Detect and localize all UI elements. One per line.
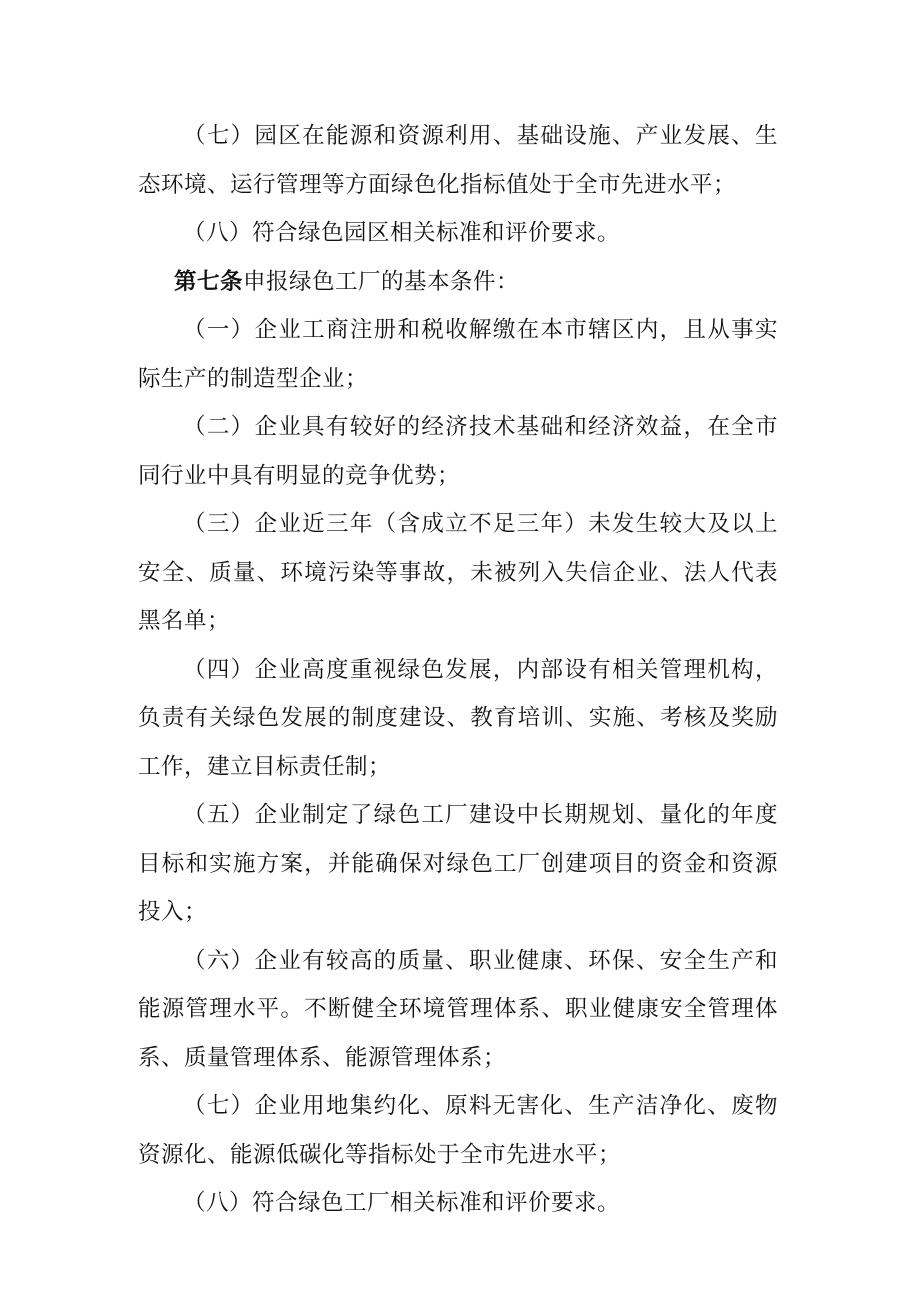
paragraph-park-item-7: （七）园区在能源和资源利用、基础设施、产业发展、生态环境、运行管理等方面绿色化指标值处于全市先进水平；	[138, 123, 778, 198]
paragraph-park-item-8: （八）符合绿色园区相关标准和评价要求。	[183, 220, 621, 246]
paragraph-factory-item-2: （二）企业具有较好的经济技术基础和经济效益，在全市同行业中具有明显的竞争优势；	[138, 414, 778, 489]
paragraph-factory-item-8: （八）符合绿色工厂相关标准和评价要求。	[183, 1190, 621, 1216]
paragraph-factory-item-6: （六）企业有较高的质量、职业健康、环保、安全生产和能源管理水平。不断健全环境管理体系、职业健康安全管理体系、质量管理体系、能源管理体系；	[138, 947, 778, 1071]
paragraph-article-7	[138, 258, 778, 307]
article-text: 申报绿色工厂的基本条件：	[243, 268, 520, 295]
document-body	[138, 112, 778, 1228]
paragraph-factory-item-3: （三）企业近三年（含成立不足三年）未发生较大及以上安全、质量、环境污染等事故，未被列入失信企业、法人代表黑名单；	[138, 511, 778, 634]
paragraph-factory-item-1: （一）企业工商注册和税收解缴在本市辖区内，且从事实际生产的制造型企业；	[138, 317, 778, 392]
paragraph-factory-item-7: （七）企业用地集约化、原料无害化、生产洁净化、废物资源化、能源低碳化等指标处于全市先进水平；	[138, 1093, 778, 1168]
article-heading: 第七条	[174, 268, 244, 295]
paragraph-factory-item-4: （四）企业高度重视绿色发展，内部设有相关管理机构，负责有关绿色发展的制度建设、教育培训、实施、考核及奖励工作，建立目标责任制；	[138, 656, 778, 780]
paragraph-factory-item-5: （五）企业制定了绿色工厂建设中长期规划、量化的年度目标和实施方案，并能确保对绿色工厂创建项目的资金和资源投入；	[138, 802, 778, 925]
